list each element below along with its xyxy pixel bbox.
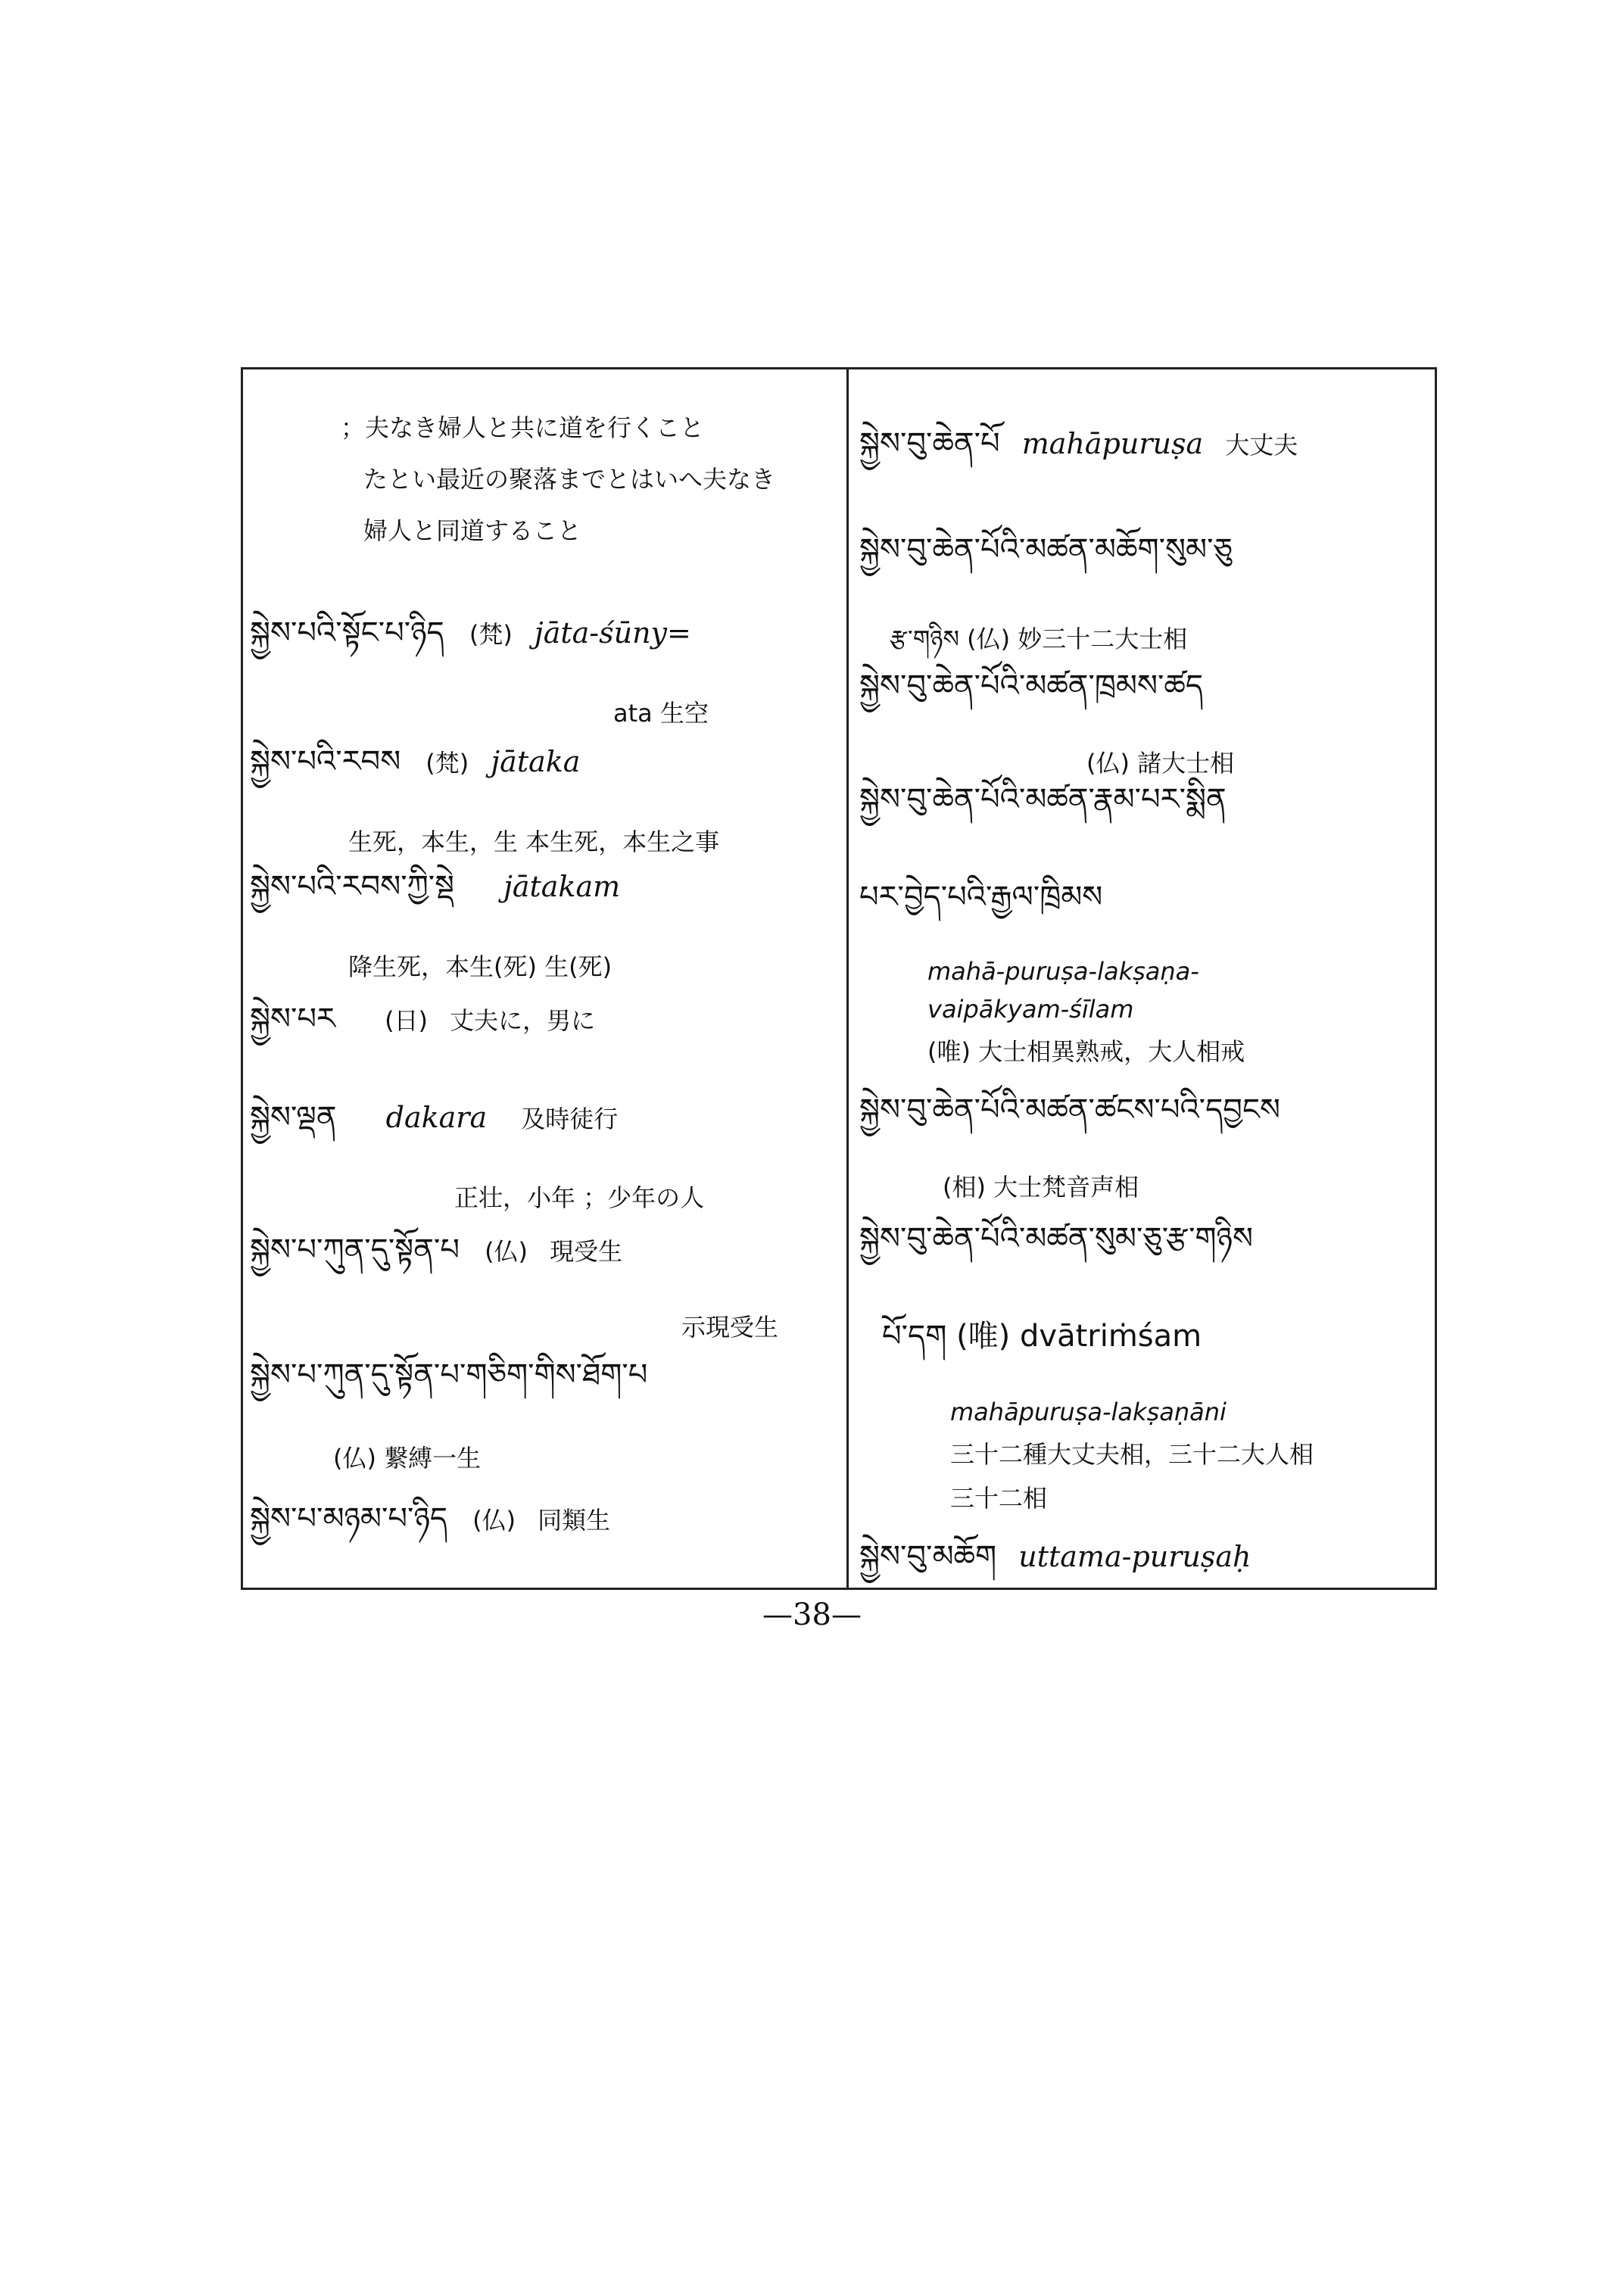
sanskrit-term: jātakam <box>503 870 621 903</box>
dictionary-entry <box>250 1083 840 1214</box>
tibetan-headword: སྐྱེས་བུ་ཆེན་པོའི་མཚན་སུམ་ཅུ་རྩ་གཉིས <box>859 1221 1253 1256</box>
entry-definition: 降生死，本生(死) 生(死) <box>348 952 613 981</box>
entry-definition: (唯) 大士相異熟戒，大人相戒 <box>927 1037 1245 1066</box>
source-tag: (仏) <box>472 1506 516 1535</box>
column-divider <box>846 367 849 1590</box>
dictionary-entry <box>250 598 840 729</box>
page-number: —38— <box>762 1597 862 1632</box>
dictionary-entry <box>859 765 1435 1068</box>
tibetan-headword: སྐྱེས་པ་ཀུན་དུ་སྟོན་པ་གཅིག་གིས་ཐོག་པ <box>250 1357 648 1392</box>
dictionary-entry <box>859 409 1435 494</box>
tibetan-headword: སྐྱེས་པའི་རབས་ཀྱི་སྡེ <box>250 869 454 904</box>
tibetan-headword: སྐྱེས་པ་ཀུན་དུ་སྟོན་པ <box>250 1233 460 1267</box>
tibetan-headword: སྐྱེས་བུ་ཆེན་པོ <box>859 426 1000 461</box>
entry-definition: 正壮，小年 ；少年の人 <box>454 1183 705 1212</box>
entry-definition: ；夫なき婦人と共に道を行くこと <box>341 413 705 442</box>
japanese-gloss: 同類生 <box>538 1506 611 1535</box>
sanskrit-term: mahāpuruṣa-lakṣaṇāni <box>950 1398 1227 1426</box>
tibetan-headword: སྐྱེས་བུ་ཆེན་པོའི་མཚན་ཚངས་པའི་དབྱངས <box>859 1092 1280 1127</box>
entry-definition: 三十二種大丈夫相，三十二大人相 <box>950 1440 1314 1469</box>
dictionary-entry <box>250 852 840 983</box>
tibetan-headword: སྐྱེས་པར <box>250 1002 335 1036</box>
sanskrit-term: vaipākyam-śīlam <box>927 995 1134 1024</box>
tibetan-headword: སྐྱེས་པའི་སྟོང་པ་ཉིད <box>250 616 444 650</box>
tibetan-headword: སྐྱེས་པ་མཉམ་པ་ཉིད <box>250 1501 447 1536</box>
entry-definition: རྩ་གཉིས (仏) 妙三十二大士相 <box>890 625 1188 653</box>
entry-definition: 三十二相 <box>950 1484 1048 1513</box>
japanese-gloss: 丈夫に，男に <box>450 1006 596 1035</box>
dictionary-entry <box>250 984 840 1070</box>
source-tag: (日) <box>385 1006 429 1035</box>
tibetan-headword: སྐྱེས་བུ་ཆེན་པོའི་མཚན་ཁྲམས་ཚད <box>859 669 1203 703</box>
sanskrit-term: dakara <box>385 1101 488 1134</box>
japanese-gloss: 大丈夫 <box>1225 431 1298 460</box>
dictionary-entry <box>250 1215 840 1343</box>
japanese-gloss: 現受生 <box>550 1237 623 1266</box>
entry-definition: (仏) 繋縛一生 <box>333 1444 482 1473</box>
japanese-gloss: 及時徒行 <box>521 1105 619 1133</box>
sanskrit-term: uttama-puruṣaḥ <box>1018 1540 1252 1573</box>
tibetan-headword-continued: པོ་དག (唯) dvātriṁśam <box>882 1319 1202 1354</box>
tibetan-headword: སྐྱེས་ལྡན <box>250 1100 337 1135</box>
source-tag: (梵) <box>469 620 513 649</box>
tibetan-headword: སྐྱེས་བུ་ཆེན་པོའི་མཚན་མཆོག་སུམ་ཅུ <box>859 532 1233 567</box>
dictionary-entry <box>859 1075 1435 1203</box>
dictionary-entry <box>250 1484 840 1569</box>
tibetan-headword-continued: པར་བྱེད་པའི་རྒྱལ་ཁྲིམས <box>859 880 1103 915</box>
sanskrit-term: jātaka <box>491 745 581 778</box>
tibetan-headword: སྐྱེས་བུ་མཆོག <box>859 1539 997 1574</box>
source-tag: (仏) <box>485 1237 528 1266</box>
entry-definition: たとい最近の聚落までとはいへ夫なき <box>363 465 776 494</box>
dictionary-entry <box>250 1340 840 1474</box>
dictionary-entry <box>250 409 840 547</box>
source-tag: (梵) <box>425 749 469 778</box>
dictionary-entry <box>859 1204 1435 1514</box>
sanskrit-term: mahā-puruṣa-lakṣaṇa- <box>927 957 1199 986</box>
entry-definition: 婦人と同道すること <box>363 516 582 545</box>
sanskrit-term: jāta-śūny= <box>534 616 691 650</box>
dictionary-entry <box>859 651 1435 779</box>
entry-definition: (相) 大士梵音声相 <box>943 1173 1139 1202</box>
sanskrit-term: mahāpuruṣa <box>1021 427 1204 460</box>
entry-definition: 生死，本生，生 本生死，本生之事 <box>348 828 720 856</box>
dictionary-entry <box>250 727 840 858</box>
entry-definition: 示現受生 <box>681 1313 779 1342</box>
entry-definition: (仏) 諸大士相 <box>1086 749 1235 778</box>
dictionary-entry <box>859 1522 1435 1607</box>
entry-definition: ata 生空 <box>613 699 709 728</box>
tibetan-headword: སྐྱེས་པའི་རབས <box>250 744 401 779</box>
tibetan-headword: སྐྱེས་བུ་ཆེན་པོའི་མཚན་རྣམ་པར་སྨིན <box>859 782 1227 817</box>
